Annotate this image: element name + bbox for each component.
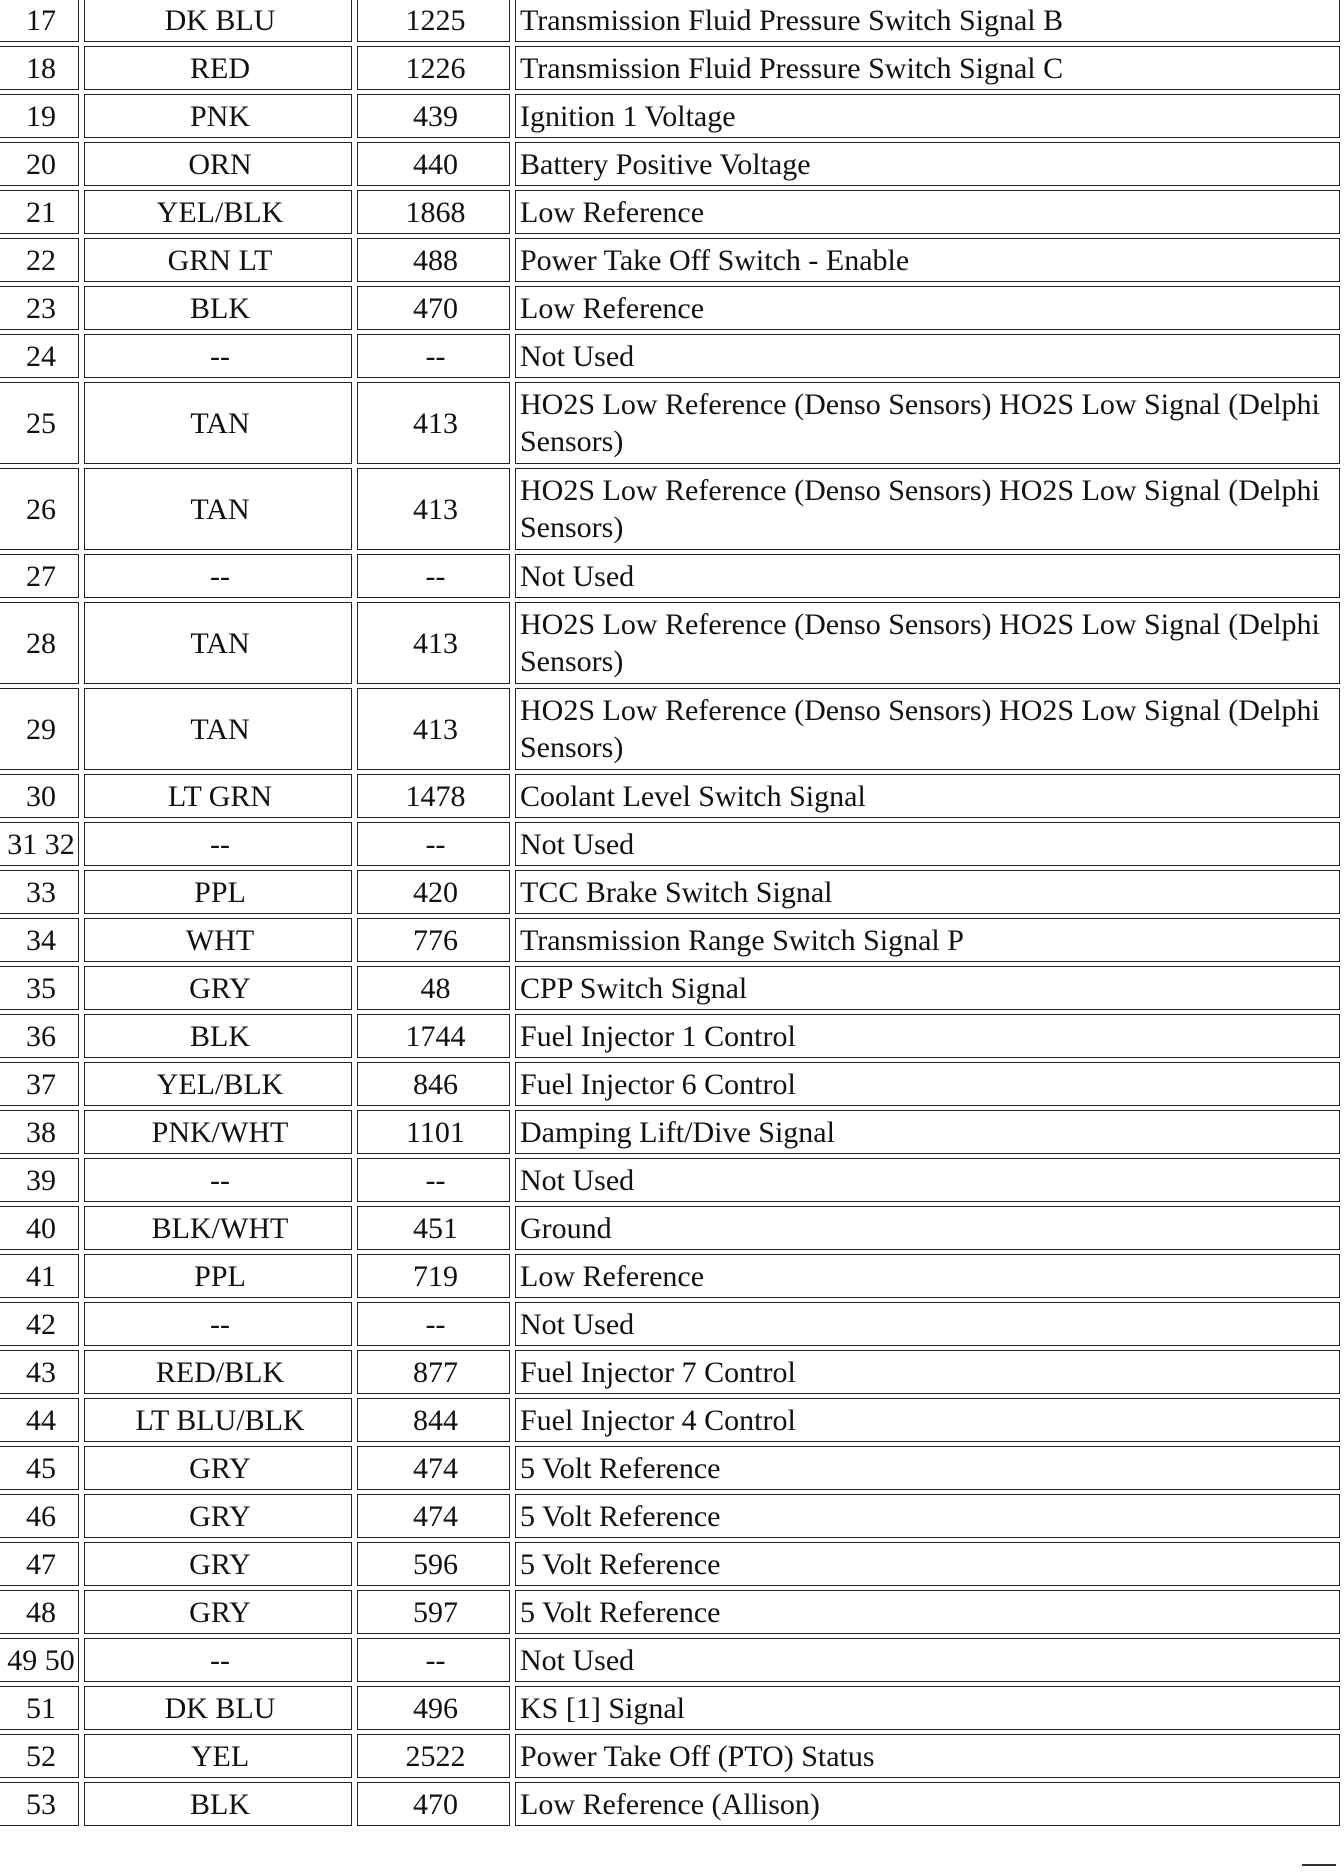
circuit-number-cell: 877	[357, 1350, 510, 1394]
pin-number-cell: 48	[0, 1590, 79, 1634]
table-row	[0, 966, 1340, 1010]
pin-number-cell: 33	[0, 870, 79, 914]
wire-color-cell: GRY	[84, 1494, 352, 1538]
circuit-number-cell: 1101	[357, 1110, 510, 1154]
table-row	[0, 688, 1340, 770]
wire-color-cell: PNK/WHT	[84, 1110, 352, 1154]
pin-number-cell: 31 32	[0, 822, 79, 866]
pin-number-cell: 35	[0, 966, 79, 1010]
pin-number-cell: 23	[0, 286, 79, 330]
circuit-number-cell: 846	[357, 1062, 510, 1106]
function-cell: Transmission Fluid Pressure Switch Signal B	[515, 0, 1340, 42]
function-cell: Low Reference	[515, 1254, 1340, 1298]
circuit-number-cell: 474	[357, 1446, 510, 1490]
circuit-number-cell: 719	[357, 1254, 510, 1298]
wire-color-cell: BLK	[84, 1782, 352, 1826]
table-row	[0, 1350, 1340, 1394]
pin-number-cell: 20	[0, 142, 79, 186]
circuit-number-cell: 413	[357, 382, 510, 464]
function-cell: Fuel Injector 4 Control	[515, 1398, 1340, 1442]
function-cell: Battery Positive Voltage	[515, 142, 1340, 186]
function-cell: Ignition 1 Voltage	[515, 94, 1340, 138]
table-row	[0, 382, 1340, 464]
pin-number-cell: 46	[0, 1494, 79, 1538]
function-cell: 5 Volt Reference	[515, 1494, 1340, 1538]
circuit-number-cell: --	[357, 554, 510, 598]
circuit-number-cell: 474	[357, 1494, 510, 1538]
circuit-number-cell: 1226	[357, 46, 510, 90]
wire-color-cell: TAN	[84, 602, 352, 684]
circuit-number-cell: 1868	[357, 190, 510, 234]
function-cell: Ground	[515, 1206, 1340, 1250]
circuit-number-cell: 844	[357, 1398, 510, 1442]
pin-number-cell: 38	[0, 1110, 79, 1154]
circuit-number-cell: 470	[357, 1782, 510, 1826]
pin-number-cell: 52	[0, 1734, 79, 1778]
table-row	[0, 1542, 1340, 1586]
wire-color-cell: YEL/BLK	[84, 190, 352, 234]
circuit-number-cell: 496	[357, 1686, 510, 1730]
function-cell: KS [1] Signal	[515, 1686, 1340, 1730]
pin-number-cell: 53	[0, 1782, 79, 1826]
circuit-number-cell: 1478	[357, 774, 510, 818]
wire-color-cell: LT GRN	[84, 774, 352, 818]
wire-color-cell: TAN	[84, 468, 352, 550]
function-cell: Low Reference	[515, 286, 1340, 330]
table-row	[0, 774, 1340, 818]
table-row	[0, 870, 1340, 914]
function-cell: Transmission Range Switch Signal P	[515, 918, 1340, 962]
circuit-number-cell: 420	[357, 870, 510, 914]
circuit-number-cell: 451	[357, 1206, 510, 1250]
circuit-number-cell: --	[357, 334, 510, 378]
wire-color-cell: BLK	[84, 286, 352, 330]
pin-number-cell: 18	[0, 46, 79, 90]
pin-number-cell: 21	[0, 190, 79, 234]
pin-number-cell: 45	[0, 1446, 79, 1490]
circuit-number-cell: 776	[357, 918, 510, 962]
pin-number-cell: 40	[0, 1206, 79, 1250]
table-row	[0, 238, 1340, 282]
function-cell: Coolant Level Switch Signal	[515, 774, 1340, 818]
pin-number-cell: 25	[0, 382, 79, 464]
pin-number-cell: 49 50	[0, 1638, 79, 1682]
table-row	[0, 0, 1340, 42]
pin-number-cell: 37	[0, 1062, 79, 1106]
function-cell: Fuel Injector 6 Control	[515, 1062, 1340, 1106]
wire-color-cell: TAN	[84, 382, 352, 464]
circuit-number-cell: 413	[357, 602, 510, 684]
pin-number-cell: 36	[0, 1014, 79, 1058]
pin-number-cell: 42	[0, 1302, 79, 1346]
wire-color-cell: BLK/WHT	[84, 1206, 352, 1250]
wire-color-cell: --	[84, 1158, 352, 1202]
wire-color-cell: --	[84, 334, 352, 378]
pin-number-cell: 27	[0, 554, 79, 598]
wire-color-cell: GRY	[84, 1590, 352, 1634]
wire-color-cell: YEL/BLK	[84, 1062, 352, 1106]
pin-number-cell: 24	[0, 334, 79, 378]
function-cell: Low Reference	[515, 190, 1340, 234]
table-row	[0, 334, 1340, 378]
table-row	[0, 1062, 1340, 1106]
table-row	[0, 1638, 1340, 1682]
table-row	[0, 1782, 1340, 1826]
wire-color-cell: --	[84, 1638, 352, 1682]
circuit-number-cell: 596	[357, 1542, 510, 1586]
table-row	[0, 46, 1340, 90]
circuit-number-cell: 48	[357, 966, 510, 1010]
wire-color-cell: PPL	[84, 870, 352, 914]
table-row	[0, 468, 1340, 550]
pin-number-cell: 17	[0, 0, 79, 42]
function-cell: Damping Lift/Dive Signal	[515, 1110, 1340, 1154]
wire-color-cell: TAN	[84, 688, 352, 770]
function-cell: HO2S Low Reference (Denso Sensors) HO2S Low Signal (Delphi Sensors)	[515, 468, 1340, 550]
wire-color-cell: LT BLU/BLK	[84, 1398, 352, 1442]
wire-color-cell: RED	[84, 46, 352, 90]
table-row	[0, 1014, 1340, 1058]
function-cell: TCC Brake Switch Signal	[515, 870, 1340, 914]
circuit-number-cell: 597	[357, 1590, 510, 1634]
table-row	[0, 1158, 1340, 1202]
wire-color-cell: --	[84, 554, 352, 598]
function-cell: Not Used	[515, 822, 1340, 866]
table-row	[0, 142, 1340, 186]
circuit-number-cell: 1744	[357, 1014, 510, 1058]
function-cell: Not Used	[515, 1158, 1340, 1202]
circuit-number-cell: 2522	[357, 1734, 510, 1778]
circuit-number-cell: 413	[357, 688, 510, 770]
circuit-number-cell: 1225	[357, 0, 510, 42]
pin-number-cell: 19	[0, 94, 79, 138]
pin-number-cell: 34	[0, 918, 79, 962]
function-cell: Low Reference (Allison)	[515, 1782, 1340, 1826]
function-cell: Not Used	[515, 1638, 1340, 1682]
table-row	[0, 554, 1340, 598]
wire-color-cell: ORN	[84, 142, 352, 186]
function-cell: CPP Switch Signal	[515, 966, 1340, 1010]
function-cell: Fuel Injector 7 Control	[515, 1350, 1340, 1394]
circuit-number-cell: --	[357, 1302, 510, 1346]
circuit-number-cell: 439	[357, 94, 510, 138]
table-row	[0, 602, 1340, 684]
pin-number-cell: 29	[0, 688, 79, 770]
pin-number-cell: 30	[0, 774, 79, 818]
table-row	[0, 1446, 1340, 1490]
table-row	[0, 1302, 1340, 1346]
wire-color-cell: --	[84, 1302, 352, 1346]
circuit-number-cell: --	[357, 822, 510, 866]
function-cell: 5 Volt Reference	[515, 1446, 1340, 1490]
pin-number-cell: 39	[0, 1158, 79, 1202]
function-cell: Power Take Off Switch - Enable	[515, 238, 1340, 282]
table-row	[0, 1590, 1340, 1634]
table-row	[0, 1734, 1340, 1778]
circuit-number-cell: --	[357, 1638, 510, 1682]
wire-color-cell: DK BLU	[84, 0, 352, 42]
page-edge-mark	[1302, 1864, 1336, 1866]
pin-number-cell: 51	[0, 1686, 79, 1730]
wire-color-cell: GRY	[84, 966, 352, 1010]
table-row	[0, 918, 1340, 962]
function-cell: Transmission Fluid Pressure Switch Signal C	[515, 46, 1340, 90]
function-cell: Power Take Off (PTO) Status	[515, 1734, 1340, 1778]
function-cell: Not Used	[515, 334, 1340, 378]
function-cell: Not Used	[515, 554, 1340, 598]
table-row	[0, 822, 1340, 866]
table-row	[0, 286, 1340, 330]
wire-color-cell: WHT	[84, 918, 352, 962]
wire-color-cell: --	[84, 822, 352, 866]
wire-color-cell: BLK	[84, 1014, 352, 1058]
table-row	[0, 1398, 1340, 1442]
table-row	[0, 1494, 1340, 1538]
circuit-number-cell: 413	[357, 468, 510, 550]
circuit-number-cell: 440	[357, 142, 510, 186]
function-cell: 5 Volt Reference	[515, 1590, 1340, 1634]
pin-number-cell: 28	[0, 602, 79, 684]
wire-color-cell: DK BLU	[84, 1686, 352, 1730]
function-cell: HO2S Low Reference (Denso Sensors) HO2S Low Signal (Delphi Sensors)	[515, 602, 1340, 684]
pin-number-cell: 43	[0, 1350, 79, 1394]
circuit-number-cell: 488	[357, 238, 510, 282]
function-cell: Not Used	[515, 1302, 1340, 1346]
wire-color-cell: PPL	[84, 1254, 352, 1298]
wire-color-cell: GRY	[84, 1446, 352, 1490]
pin-number-cell: 26	[0, 468, 79, 550]
wire-color-cell: PNK	[84, 94, 352, 138]
table-row	[0, 1206, 1340, 1250]
table-row	[0, 1254, 1340, 1298]
circuit-number-cell: 470	[357, 286, 510, 330]
wire-color-cell: GRY	[84, 1542, 352, 1586]
table-row	[0, 1686, 1340, 1730]
wire-color-cell: YEL	[84, 1734, 352, 1778]
circuit-number-cell: --	[357, 1158, 510, 1202]
table-row	[0, 190, 1340, 234]
function-cell: HO2S Low Reference (Denso Sensors) HO2S Low Signal (Delphi Sensors)	[515, 688, 1340, 770]
wire-color-cell: GRN LT	[84, 238, 352, 282]
pin-number-cell: 44	[0, 1398, 79, 1442]
table-row	[0, 1110, 1340, 1154]
pin-number-cell: 47	[0, 1542, 79, 1586]
pin-number-cell: 41	[0, 1254, 79, 1298]
function-cell: Fuel Injector 1 Control	[515, 1014, 1340, 1058]
function-cell: HO2S Low Reference (Denso Sensors) HO2S Low Signal (Delphi Sensors)	[515, 382, 1340, 464]
function-cell: 5 Volt Reference	[515, 1542, 1340, 1586]
table-row	[0, 94, 1340, 138]
wire-color-cell: RED/BLK	[84, 1350, 352, 1394]
pin-number-cell: 22	[0, 238, 79, 282]
